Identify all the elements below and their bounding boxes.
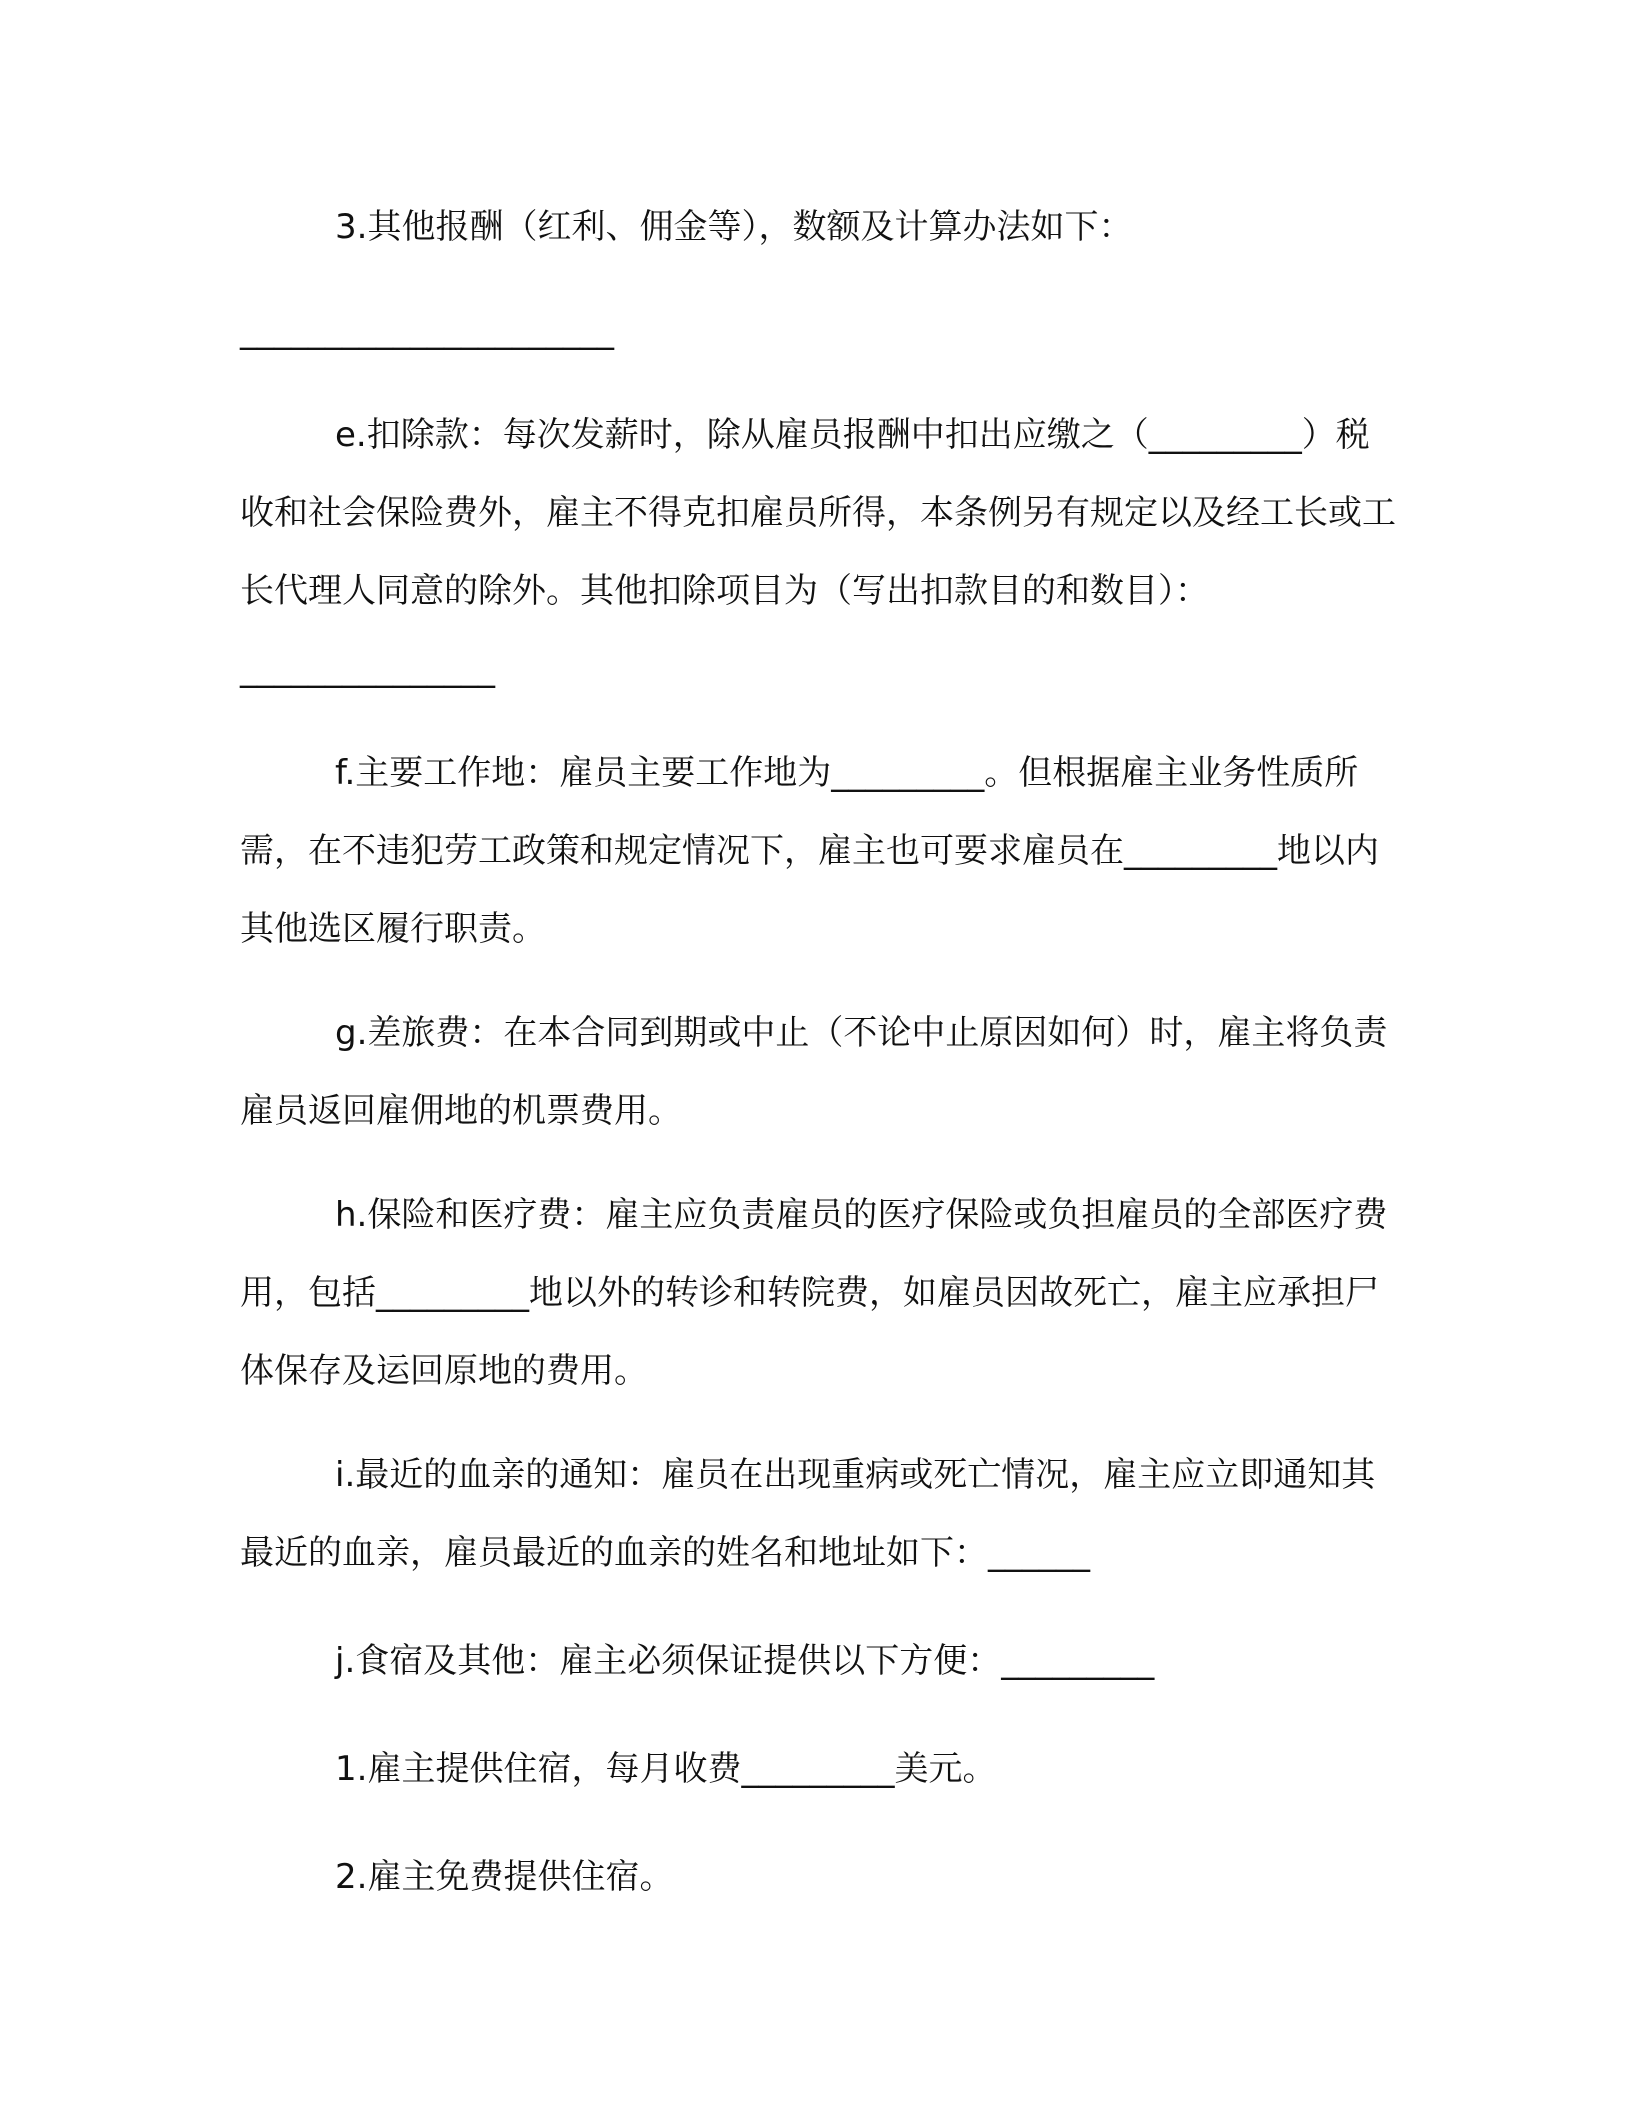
paragraph-blank-line: ______________________ bbox=[240, 311, 614, 351]
paragraph-next-of-kin: i.最近的血亲的通知：雇员在出现重病或死亡情况，雇主应立即通知其最近的血亲，雇员最近的血亲的姓名和地址如下：______ bbox=[240, 1455, 1376, 1573]
paragraph-travel-expenses: g.差旅费：在本合同到期或中止（不论中止原因如何）时，雇主将负责雇员返回雇佣地的机票费用。 bbox=[240, 1013, 1388, 1131]
paragraph-deductions: e.扣除款：每次发薪时，除从雇员报酬中扣出应缴之（_________）税收和社会保险费外，雇主不得克扣雇员所得，本条例另有规定以及经工长或工长代理人同意的除外。其他扣除项目为（写出扣款目的和数目）：_______________ bbox=[240, 415, 1396, 689]
paragraph-insurance-medical: h.保险和医疗费：雇主应负责雇员的医疗保险或负担雇员的全部医疗费用，包括_________地以外的转诊和转院费，如雇员因故死亡，雇主应承担尸体保存及运回原地的费用。 bbox=[240, 1195, 1388, 1391]
paragraph-paid-lodging: 1.雇主提供住宿，每月收费_________美元。 bbox=[335, 1749, 997, 1789]
paragraph-board-lodging: j.食宿及其他：雇主必须保证提供以下方便：_________ bbox=[335, 1641, 1155, 1681]
paragraph-main-workplace: f.主要工作地：雇员主要工作地为_________。但根据雇主业务性质所需，在不违犯劳工政策和规定情况下，雇主也可要求雇员在_________地以内其他选区履行职责。 bbox=[240, 753, 1379, 949]
paragraph-free-lodging: 2.雇主免费提供住宿。 bbox=[335, 1857, 674, 1897]
document-body bbox=[240, 188, 1400, 1942]
paragraph-other-compensation: 3.其他报酬（红利、佣金等），数额及计算办法如下： bbox=[335, 207, 1133, 247]
